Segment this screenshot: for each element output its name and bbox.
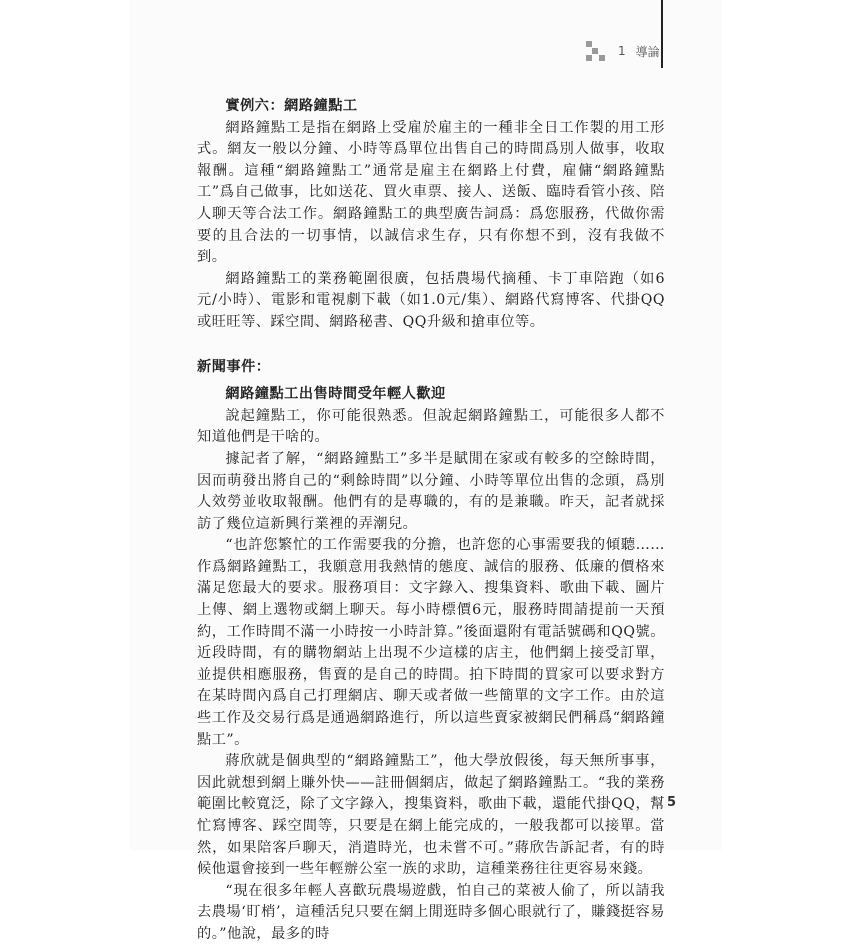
- chapter-number: 1: [618, 44, 626, 58]
- chapter-blocks-icon: [586, 41, 608, 61]
- news-paragraph-2: 據記者了解，“網路鐘點工”多半是賦閒在家或有較多的空餘時間，因而萌發出將自己的“剩餘時間”以分鐘、小時等單位出售的念頭，爲別人效勞並收取報酬。他們有的是專職的，有的是兼職。昨天，記者就採訪了幾位這新興行業裡的弄潮兒。: [197, 450, 665, 532]
- page-body: [197, 96, 665, 946]
- header-vertical-rule: [661, 0, 663, 68]
- page-number: 5: [667, 795, 677, 810]
- case-paragraph-1: 網路鐘點工是指在網路上受雇於雇主的一種非全日工作製的用工形式。網友一般以分鐘、小時等爲單位出售自己的時間爲別人做事，收取報酬。這種“網路鐘點工”通常是雇主在網路上付費，雇傭“網路鐘點工”爲自己做事，比如送花、買火車票、接人、送飯、臨時看管小孩、陪人聊天等合法工作。網路鐘點工的典型廣告詞爲：爲您服務，代做你需要的且合法的一切事情，以誠信求生存，只有你想不到，沒有我做不到。: [197, 119, 665, 266]
- chapter-title: 導論: [635, 44, 660, 59]
- news-paragraph-5: “現在很多年輕人喜歡玩農場遊戲，怕自己的菜被人偷了，所以請我去農場‘盯梢’，這種活兒只要在網上閒逛時多個心眼就行了，賺錢挺容易的。”他說，最多的時: [197, 882, 665, 942]
- news-paragraph-4: 蔣欣就是個典型的“網路鐘點工”，他大學放假後，每天無所事事，因此就想到網上賺外快——註冊個網店，做起了網路鐘點工。“我的業務範圍比較寬泛，除了文字錄入，搜集資料，歌曲下載，還能代掛QQ，幫忙寫博客、踩空間等，只要是在網上能完成的，一般我都可以接單。當然，如果陪客戶聊天，消遣時光，也未嘗不可。”蔣欣告訴記者，有的時候他還會接到一些年輕辦公室一族的求助，這種業務往往更容易來錢。: [197, 753, 665, 878]
- news-paragraph-1: 說起鐘點工，你可能很熟悉。但說起網路鐘點工，可能很多人都不知道他們是干啥的。: [197, 407, 665, 446]
- news-section-label: 新聞事件：: [197, 358, 271, 375]
- running-header: [586, 41, 660, 61]
- case-paragraph-2: 網路鐘點工的業務範圍很廣，包括農場代摘種、卡丁車陪跑（如6元/小時）、電影和電視劇下載（如1.0元/集）、網路代寫博客、代掛QQ或旺旺等、踩空間、網路秘書、QQ升級和搶車位等。: [197, 270, 665, 330]
- news-paragraph-3: “也許您繁忙的工作需要我的分擔，也許您的心事需要我的傾聽……作爲網路鐘點工，我願意用我熱情的態度、誠信的服務、低廉的價格來滿足您最大的要求。服務項目：文字錄入、搜集資料、歌曲下載、圖片上傳、網上選物或網上聊天。每小時標價6元，服務時間請提前一天預約，工作時間不滿一小時按一小時計算。”後面還附有電話號碼和QQ號。近段時間，有的購物網站上出現不少這樣的店主，他們網上接受訂單，並提供相應服務，售賣的是自己的時間。拍下時間的買家可以要求對方在某時間內爲自己打理網店、聊天或者做一些簡單的文字工作。由於這些工作及交易行爲是通過網路進行，所以這些賣家被網民們稱爲“網路鐘點工”。: [197, 537, 665, 748]
- case-title: 實例六：網路鐘點工: [225, 98, 358, 114]
- news-headline: 網路鐘點工出售時間受年輕人歡迎: [225, 386, 446, 403]
